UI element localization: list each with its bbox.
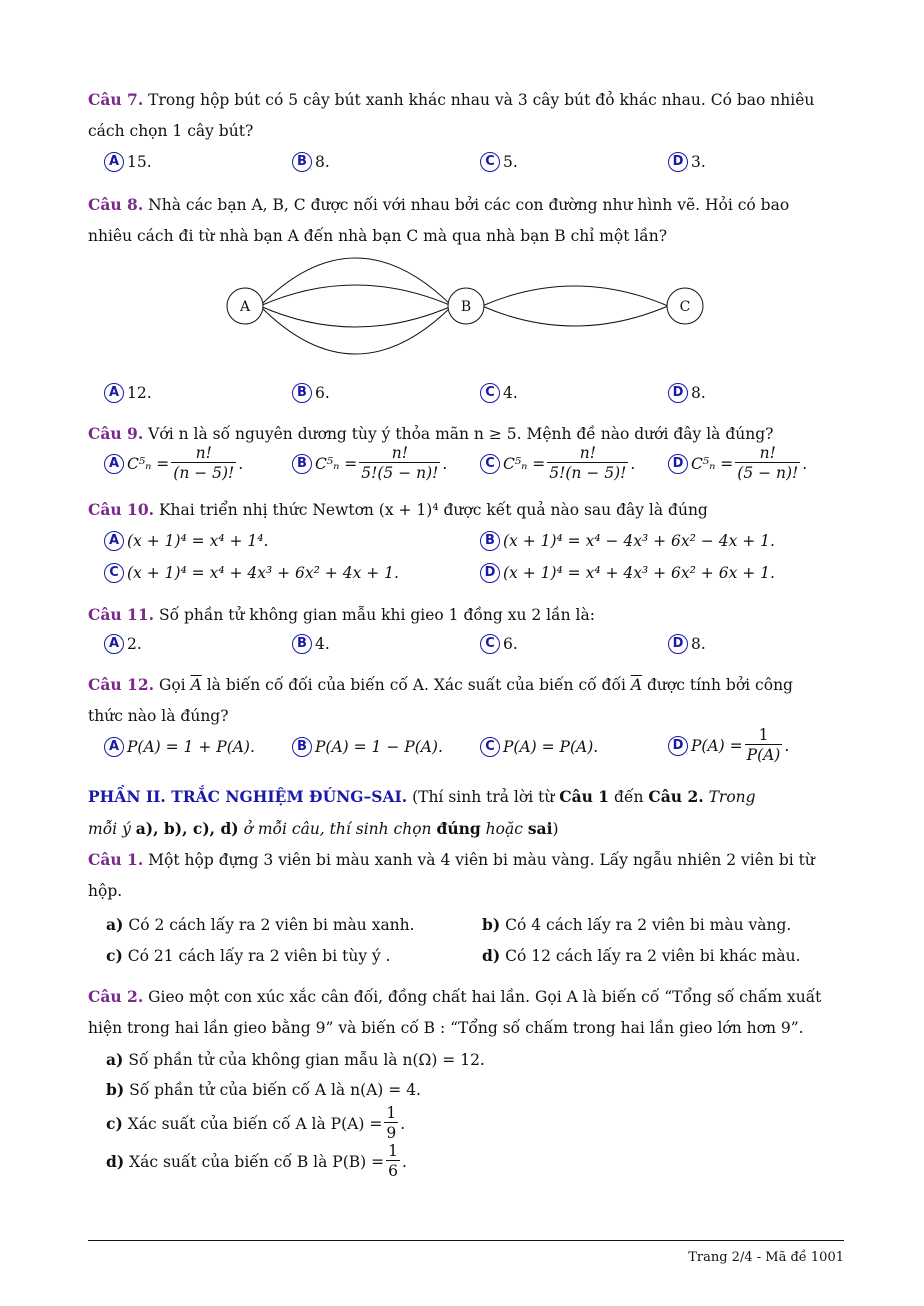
option-letter: A <box>104 531 124 551</box>
q9-label: Câu 9. <box>88 424 144 443</box>
q11-option-d[interactable] <box>668 634 706 654</box>
q9-option-b[interactable] <box>292 444 447 483</box>
item-text: Có 2 cách lấy ra 2 viên bi màu xanh. <box>128 916 415 934</box>
item-fraction <box>384 1104 398 1143</box>
page-footer: Trang 2/4 - Mã đề 1001 <box>688 1250 844 1265</box>
q9-option-c[interactable] <box>480 444 635 483</box>
item-letter: c) <box>106 1114 123 1133</box>
option-text: (x + 1)⁴ = x⁴ + 1⁴. <box>127 532 269 550</box>
q12-a-bar-2: $\overline{A}$ <box>630 676 643 694</box>
item-tail: . <box>401 1152 407 1171</box>
p2q1-line2: hộp. <box>88 882 123 900</box>
part2-title: PHẦN II. TRẮC NGHIỆM ĐÚNG–SAI. <box>88 787 408 806</box>
item-letter: b) <box>482 915 501 934</box>
p2q2-item-c[interactable] <box>106 1104 405 1143</box>
item-text: Có 4 cách lấy ra 2 viên bi màu vàng. <box>505 916 792 934</box>
option-letter: D <box>668 152 688 172</box>
item-text: Số phần tử của biến cố A là n(A) = 4. <box>129 1081 421 1099</box>
option-letter: D <box>668 383 688 403</box>
item-fraction <box>386 1142 400 1181</box>
item-text: Xác suất của biến cố B là P(B) = <box>129 1152 385 1171</box>
item-text: Số phần tử của không gian mẫu là n(Ω) = 12. <box>128 1051 485 1069</box>
q11-line1 <box>88 601 595 629</box>
option-letter: A <box>104 454 124 474</box>
option-letter: C <box>480 454 500 474</box>
p2q1-item-d[interactable] <box>482 942 801 970</box>
option-letter: D <box>668 634 688 654</box>
p2q1-text: Một hộp đựng 3 viên bi màu xanh và 4 viên bi màu vàng. Lấy ngẫu nhiên 2 viên bi từ <box>148 851 815 869</box>
part2-l2-e: hoặc <box>485 820 523 838</box>
option-text: 8. <box>691 635 706 653</box>
option-fraction <box>171 444 236 483</box>
q8-option-d[interactable] <box>668 383 706 403</box>
option-lhs: C⁵ₙ = <box>315 454 358 473</box>
option-tail: . <box>784 736 790 755</box>
fraction-num: n! <box>391 444 408 462</box>
q9-option-d[interactable] <box>668 444 807 483</box>
part2-heading-line2 <box>88 815 559 843</box>
part2-l2-g: ) <box>552 820 559 838</box>
option-letter: B <box>292 737 312 757</box>
option-lhs: P(A) = <box>691 736 743 755</box>
item-tail: . <box>400 1114 406 1133</box>
q11-option-c[interactable] <box>480 634 518 654</box>
option-fraction <box>735 444 800 483</box>
part2-intro-bold-2: Câu 2. <box>648 787 704 806</box>
option-tail: . <box>630 454 636 473</box>
option-lhs: C⁵ₙ = <box>691 454 734 473</box>
fraction-den: 9 <box>386 1124 397 1142</box>
q12-label: Câu 12. <box>88 675 155 694</box>
node-a-label: A <box>239 299 251 315</box>
fraction-den: (n − 5)! <box>173 464 235 482</box>
fraction-den: P(A) <box>746 746 781 764</box>
option-letter: C <box>480 737 500 757</box>
option-text: 6. <box>315 384 330 402</box>
q11-text: Số phần tử không gian mẫu khi gieo 1 đồng xu 2 lần là: <box>158 606 595 624</box>
option-letter: C <box>480 383 500 403</box>
option-text: 4. <box>315 635 330 653</box>
option-letter: C <box>480 152 500 172</box>
p2q2-text: Gieo một con xúc xắc cân đối, đồng chất hai lần. Gọi A là biến cố “Tổng số chấm xuất <box>148 988 822 1006</box>
fraction-num: n! <box>759 444 776 462</box>
option-letter: A <box>104 737 124 757</box>
q12-option-b[interactable] <box>292 737 443 757</box>
q7-text: Trong hộp bút có 5 cây bút xanh khác nhau và 3 cây bút đỏ khác nhau. Có bao nhiêu <box>148 91 815 109</box>
option-text: 12. <box>127 384 152 402</box>
q7-label: Câu 7. <box>88 90 144 109</box>
item-letter: a) <box>106 915 124 934</box>
q7-option-a[interactable] <box>104 152 152 172</box>
p2q2-line2: hiện trong hai lần gieo bằng 9” và biến cố B : “Tổng số chấm trong hai lần gieo lớn hơn 9”. <box>88 1019 804 1037</box>
q12-line1 <box>88 671 793 699</box>
p2q2-item-a[interactable] <box>106 1046 485 1074</box>
road-ab-2 <box>260 285 452 306</box>
item-text: Xác suất của biến cố A là P(A) = <box>127 1114 383 1133</box>
q7-line2: cách chọn 1 cây bút? <box>88 122 254 140</box>
road-ab-3 <box>260 306 452 327</box>
q12-text-b: là biến cố đối của biến cố A. Xác suất của biến cố đối <box>206 676 626 694</box>
q12-a-bar: $\overline{A}$ <box>190 676 202 694</box>
q10-option-d[interactable] <box>480 563 775 583</box>
option-letter: D <box>668 736 688 756</box>
part2-intro-bold-1: Câu 1 <box>559 787 610 806</box>
option-letter: B <box>292 634 312 654</box>
q9-option-a[interactable] <box>104 444 243 483</box>
q10-text: Khai triển nhị thức Newtơn (x + 1)⁴ được kết quả nào sau đây là đúng <box>158 501 708 519</box>
fraction-den: 5!(n − 5)! <box>549 464 627 482</box>
q12-line2: thức nào là đúng? <box>88 707 229 725</box>
q9-text: Với n là số nguyên dương tùy ý thỏa mãn n ≥ 5. Mệnh đề nào dưới đây là đúng? <box>148 425 774 443</box>
option-lhs: C⁵ₙ = <box>127 454 170 473</box>
q10-option-a[interactable] <box>104 531 268 551</box>
road-ab-1 <box>260 258 452 306</box>
part2-heading <box>88 783 756 811</box>
q11-option-a[interactable] <box>104 634 142 654</box>
option-letter: B <box>292 383 312 403</box>
q10-label: Câu 10. <box>88 500 155 519</box>
p2q1-item-b[interactable] <box>482 911 791 939</box>
item-text: Có 21 cách lấy ra 2 viên bi tùy ý . <box>127 947 391 965</box>
part2-intro-3: Trong <box>708 788 756 806</box>
option-text: (x + 1)⁴ = x⁴ − 4x³ + 6x² − 4x + 1. <box>503 532 775 550</box>
p2q1-item-c[interactable] <box>106 942 391 970</box>
option-text: 15. <box>127 153 152 171</box>
node-c-label: C <box>679 299 691 315</box>
part2-l2-a: mỗi ý <box>88 820 131 838</box>
p2q1-label: Câu 1. <box>88 850 144 869</box>
part2-intro-2: đến <box>614 788 644 806</box>
q7-option-b[interactable] <box>292 152 330 172</box>
option-text: 5. <box>503 153 518 171</box>
p2q2-item-d[interactable] <box>106 1142 407 1181</box>
fraction-num: 1 <box>388 1142 398 1160</box>
option-lhs: C⁵ₙ = <box>503 454 546 473</box>
option-letter: C <box>480 634 500 654</box>
fraction-num: 1 <box>386 1104 397 1122</box>
item-letter: d) <box>106 1152 125 1171</box>
q12-text-a: Gọi <box>158 676 186 694</box>
option-text: P(A) = P(A). <box>503 738 599 756</box>
q12-option-a[interactable] <box>104 737 255 757</box>
q8-line2: nhiêu cách đi từ nhà bạn A đến nhà bạn C mà qua nhà bạn B chỉ một lần? <box>88 227 668 245</box>
option-fraction <box>745 726 783 765</box>
option-text: 4. <box>503 384 518 402</box>
option-tail: . <box>238 454 244 473</box>
option-fraction <box>547 444 628 483</box>
q12-option-c[interactable] <box>480 737 598 757</box>
item-letter: b) <box>106 1080 125 1099</box>
option-text: 8. <box>691 384 706 402</box>
item-letter: a) <box>106 1050 124 1069</box>
p2q2-label: Câu 2. <box>88 987 144 1006</box>
road-bc-1 <box>482 286 668 306</box>
q8-option-a[interactable] <box>104 383 152 403</box>
option-fraction <box>359 444 440 483</box>
road-ab-4 <box>260 306 452 354</box>
part2-l2-d: đúng <box>436 819 481 838</box>
q10-line1 <box>88 496 708 524</box>
q10-option-c[interactable] <box>104 563 399 583</box>
option-text: 2. <box>127 635 142 653</box>
q8-label: Câu 8. <box>88 195 144 214</box>
fraction-num: n! <box>195 444 212 462</box>
option-text: P(A) = 1 + P(A). <box>127 738 255 756</box>
fraction-den: (5 − n)! <box>737 464 799 482</box>
option-letter: A <box>104 634 124 654</box>
q10-option-b[interactable] <box>480 531 775 551</box>
q7-option-d[interactable] <box>668 152 706 172</box>
q7-option-c[interactable] <box>480 152 518 172</box>
q8-text: Nhà các bạn A, B, C được nối với nhau bởi các con đường như hình vẽ. Hỏi có bao <box>148 196 790 214</box>
option-tail: . <box>802 454 808 473</box>
option-text: P(A) = 1 − P(A). <box>315 738 443 756</box>
option-letter: A <box>104 152 124 172</box>
fraction-den: 5!(5 − n)! <box>361 464 439 482</box>
option-letter: A <box>104 383 124 403</box>
fraction-num: 1 <box>758 726 769 744</box>
q11-option-b[interactable] <box>292 634 330 654</box>
item-text: Có 12 cách lấy ra 2 viên bi khác màu. <box>505 947 801 965</box>
node-b-label: B <box>460 299 472 315</box>
option-letter: D <box>668 454 688 474</box>
option-text: (x + 1)⁴ = x⁴ + 4x³ + 6x² + 6x + 1. <box>503 564 775 582</box>
option-letter: B <box>292 454 312 474</box>
option-letter: C <box>104 563 124 583</box>
q8-option-b[interactable] <box>292 383 330 403</box>
item-letter: c) <box>106 946 123 965</box>
fraction-num: n! <box>579 444 596 462</box>
q8-option-c[interactable] <box>480 383 518 403</box>
q11-label: Câu 11. <box>88 605 155 624</box>
option-letter: D <box>480 563 500 583</box>
part2-l2-c: ở mỗi câu, thí sinh chọn <box>243 820 432 838</box>
p2q1-item-a[interactable] <box>106 911 415 939</box>
p2q2-line1 <box>88 983 821 1011</box>
q8-line1 <box>88 191 789 219</box>
q7-line1 <box>88 86 814 114</box>
option-text: 3. <box>691 153 706 171</box>
footer-divider <box>88 1240 844 1241</box>
road-bc-2 <box>482 306 668 326</box>
part2-l2-f: sai <box>527 819 553 838</box>
fraction-den: 6 <box>388 1162 398 1180</box>
p2q2-item-b[interactable] <box>106 1076 421 1104</box>
option-tail: . <box>442 454 448 473</box>
q12-text-c: được tính bởi công <box>647 676 793 694</box>
option-text: 6. <box>503 635 518 653</box>
option-text: 8. <box>315 153 330 171</box>
part2-l2-b: a), b), c), d) <box>135 819 239 838</box>
option-letter: B <box>480 531 500 551</box>
part2-intro-1: (Thí sinh trả lời từ <box>412 788 555 806</box>
q12-option-d[interactable] <box>668 726 789 765</box>
option-letter: B <box>292 152 312 172</box>
q8-road-diagram <box>220 250 720 360</box>
p2q1-line1 <box>88 846 815 874</box>
item-letter: d) <box>482 946 501 965</box>
option-text: (x + 1)⁴ = x⁴ + 4x³ + 6x² + 4x + 1. <box>127 564 399 582</box>
